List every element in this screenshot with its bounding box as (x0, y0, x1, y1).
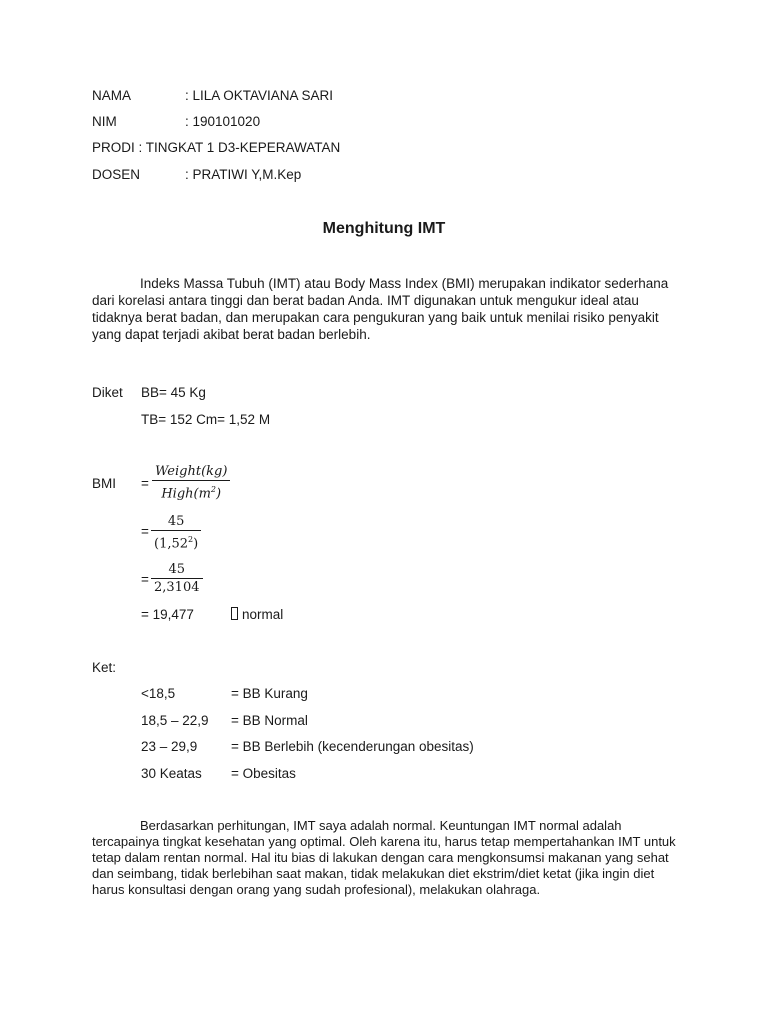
diket-label: Diket (92, 385, 123, 400)
result-note: normal (231, 607, 283, 622)
nama-value: : LILA OKTAVIANA SARI (185, 88, 334, 103)
intro-paragraph (92, 275, 682, 343)
nim-label: NIM (92, 114, 117, 129)
prodi-line: PRODI : TINGKAT 1 D3-KEPERAWATAN (92, 140, 341, 155)
nim-value: : 190101020 (185, 114, 261, 129)
diket-bb: BB= 45 Kg (141, 385, 206, 400)
conclusion-text: Berdasarkan perhitungan, IMT saya adalah normal. Keuntungan IMT normal adalah tercapainya tingkat kesehatan yang optimal. Oleh karena itu, harus tetap mempertahankan IMT untuk tetap dalam rentan normal. Hal itu bias di lakukan dengan cara mengkonsumsi makanan yang sehat dan seimbang, tidak berlebihan saat makan, tidak melakukan diet ekstrim/diet ketat (jika ingin diet harus konsultasi dengan orang yang sudah profesional), melakukan olahraga. (92, 818, 676, 897)
ket-desc: = BB Kurang (231, 686, 308, 701)
diket-tb: TB= 152 Cm= 1,52 M (141, 412, 271, 427)
ket-desc: = Obesitas (231, 766, 296, 781)
step3-denominator: 2,3104 (154, 580, 200, 595)
nama-label: NAMA (92, 88, 132, 103)
equals-sign: = (141, 476, 149, 491)
bmi-label: BMI (92, 476, 117, 491)
step2-fraction (151, 513, 201, 552)
step3-fraction (151, 561, 203, 596)
formula-numerator: Weight(kg) (155, 464, 228, 479)
ket-desc: = BB Berlebih (kecenderungan obesitas) (231, 739, 474, 754)
formula-denominator: $High(m^2)$ (161, 485, 222, 502)
intro-text: Indeks Massa Tubuh (IMT) atau Body Mass Index (BMI) merupakan indikator sederhana dari korelasi antara tinggi dan berat badan Anda. IMT digunakan untuk mengukur ideal atau tidaknya berat badan, dan merupakan cara pengukuran yang baik untuk menilai risiko penyakit yang dapat terjadi akibat berat badan berlebih. (92, 276, 669, 342)
ket-range: 18,5 – 22,9 (141, 713, 209, 728)
equals-sign-2: = (141, 524, 149, 539)
ket-range: 23 – 29,9 (141, 739, 198, 754)
arrow-placeholder-icon (231, 607, 238, 620)
bmi-result: = 19,477 (141, 607, 194, 622)
dosen-value: : PRATIWI Y,M.Kep (185, 167, 302, 182)
ket-range: 30 Keatas (141, 766, 202, 781)
equals-sign-3: = (141, 572, 149, 587)
step2-numerator: 45 (167, 514, 185, 529)
step3-numerator: 45 (168, 562, 186, 577)
page-title: Menghitung IMT (322, 220, 446, 237)
step2-denominator: (1,52$^2$) (154, 535, 199, 552)
ket-label: Ket: (92, 660, 117, 675)
conclusion-paragraph (92, 818, 677, 898)
dosen-label: DOSEN (92, 167, 141, 182)
ket-range: <18,5 (141, 686, 176, 701)
bmi-formula-fraction (152, 463, 230, 502)
ket-desc: = BB Normal (231, 713, 308, 728)
